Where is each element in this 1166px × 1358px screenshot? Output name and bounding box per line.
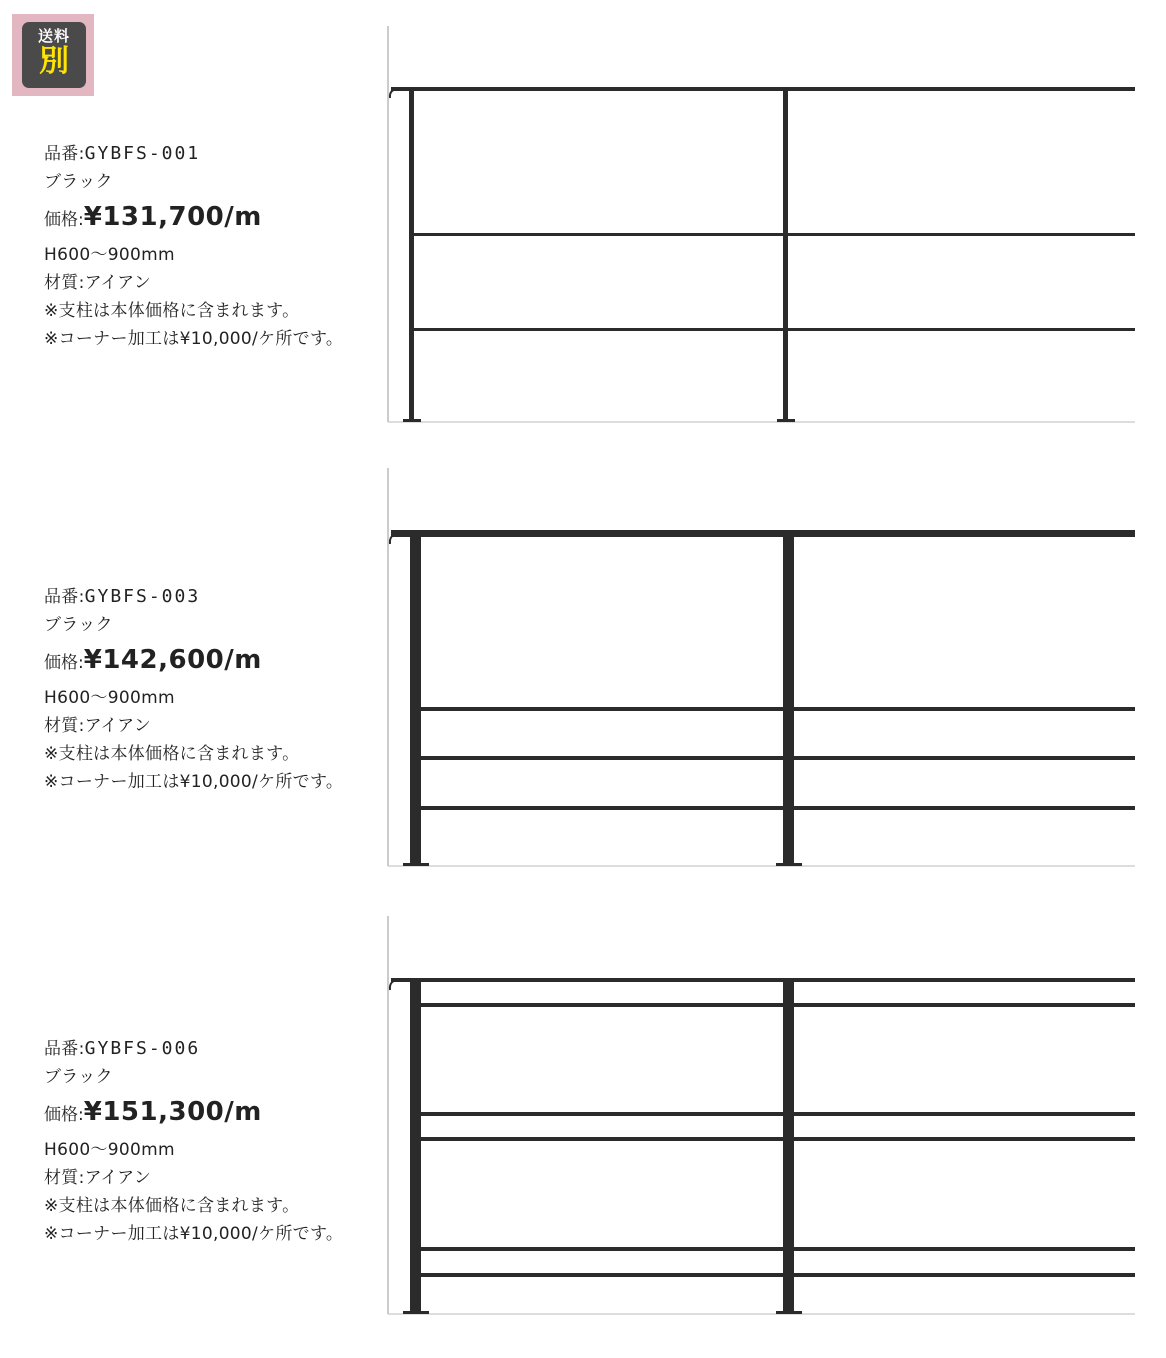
product-note-post: ※支柱は本体価格に含まれます。 <box>44 1196 300 1216</box>
product-note-corner: ※コーナー加工は¥10,000/ケ所です。 <box>44 329 344 349</box>
product-material: 材質:アイアン <box>44 716 152 736</box>
price-value: ¥142,600/m <box>83 645 262 675</box>
shipping-badge-inner <box>22 22 86 88</box>
product-code-label: 品番: <box>44 587 85 607</box>
product-material: 材質:アイアン <box>44 273 152 293</box>
product-code-label: 品番: <box>44 144 85 164</box>
shipping-badge <box>12 14 94 96</box>
product-material: 材質:アイアン <box>44 1168 152 1188</box>
fence-illustration <box>385 26 1137 426</box>
product-color: ブラック <box>44 615 113 635</box>
fence-illustration <box>385 916 1137 1318</box>
product-note-post: ※支柱は本体価格に含まれます。 <box>44 744 300 764</box>
shipping-badge-value: 別 <box>39 44 69 79</box>
shipping-badge-label: 送料 <box>37 27 70 45</box>
product-code-value: GYBFS-001 <box>84 143 201 164</box>
product-note-corner: ※コーナー加工は¥10,000/ケ所です。 <box>44 1224 344 1244</box>
product-color: ブラック <box>44 172 113 192</box>
price-label: 価格: <box>44 1105 84 1125</box>
product-color: ブラック <box>44 1067 113 1087</box>
product-price <box>44 198 374 239</box>
price-value: ¥131,700/m <box>83 202 262 232</box>
product-size: H600〜900mm <box>44 245 175 265</box>
product-size: H600〜900mm <box>44 1140 175 1160</box>
product-info <box>44 583 374 796</box>
product-price <box>44 1093 374 1134</box>
product-note-post: ※支柱は本体価格に含まれます。 <box>44 301 300 321</box>
product-code-value: GYBFS-006 <box>84 1038 201 1059</box>
product-note-corner: ※コーナー加工は¥10,000/ケ所です。 <box>44 772 344 792</box>
product-code <box>44 140 374 168</box>
product-info <box>44 140 374 353</box>
fence-image <box>385 916 1137 1318</box>
product-price <box>44 641 374 682</box>
product-code <box>44 1035 374 1063</box>
fence-illustration <box>385 468 1137 870</box>
product-size: H600〜900mm <box>44 688 175 708</box>
price-label: 価格: <box>44 653 84 673</box>
fence-image <box>385 26 1137 426</box>
fence-image <box>385 468 1137 870</box>
product-info <box>44 1035 374 1248</box>
product-code <box>44 583 374 611</box>
product-code-label: 品番: <box>44 1039 85 1059</box>
price-value: ¥151,300/m <box>83 1097 262 1127</box>
price-label: 価格: <box>44 210 84 230</box>
product-code-value: GYBFS-003 <box>84 586 201 607</box>
